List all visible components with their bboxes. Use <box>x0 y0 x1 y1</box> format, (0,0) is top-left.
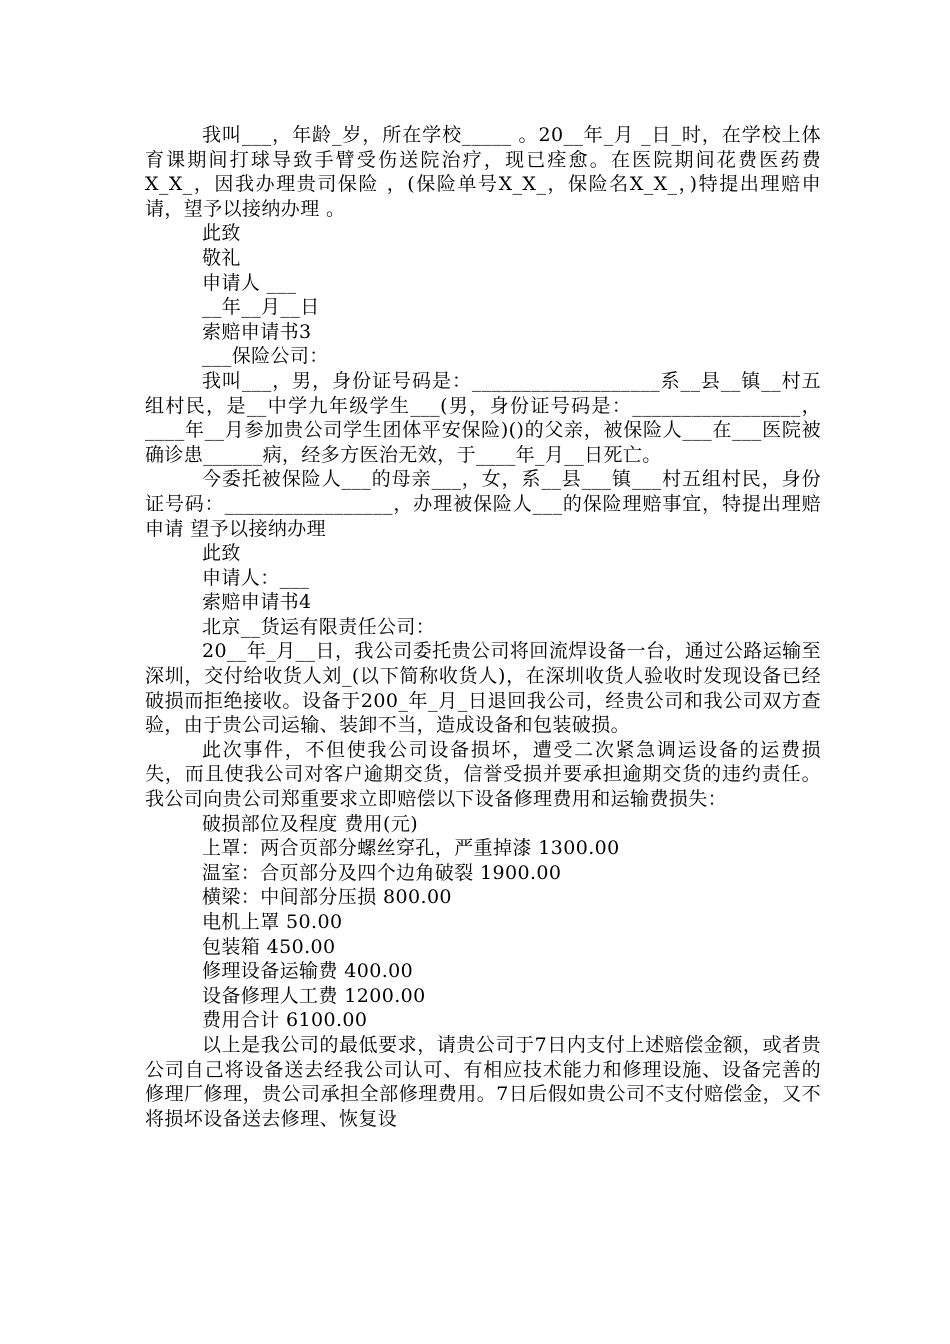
cost-item: 横梁：中间部分压损 800.00 <box>202 886 452 909</box>
cost-item: 电机上罩 50.00 <box>202 911 343 933</box>
paragraph-entrustment: 今委托被保险人___的母亲___，女，系__县___镇___村五组村民，身份证号码：_________________，办理被保险人___的保险理赔事宜，特提出理赔申请 望予以接纳办理 <box>145 468 821 540</box>
cost-total: 费用合计 6100.00 <box>202 1009 368 1032</box>
applicant-line: 申请人 ___ <box>202 271 297 294</box>
cost-table-header: 破损部位及程度 费用(元) <box>202 812 419 835</box>
applicant-line-2: 申请人：___ <box>202 566 310 589</box>
cost-item: 包装箱 450.00 <box>202 935 336 958</box>
paragraph-shipment-damage: 20__年_月__日，我公司委托贵公司将回流焊设备一台，通过公路运输至深圳，交付给收货人刘_(以下简称收货人)，在深圳收货人验收时发现设备已经破损而拒绝接收。设备于200_年_月_日退回我公司，经贵公司和我公司双方查验，由于贵公司运输、装卸不当，造成设备和包装破损。 <box>145 640 821 737</box>
date-line: __年__月__日 <box>202 296 320 319</box>
section-heading-3: 索赔申请书3 <box>202 320 312 343</box>
closing-salutation-2: 此致 <box>202 542 241 565</box>
cost-item: 温室：合页部分及四个边角破裂 1900.00 <box>202 861 562 884</box>
cost-item: 设备修理人工费 1200.00 <box>202 984 426 1007</box>
section-heading-4: 索赔申请书4 <box>202 591 312 614</box>
paragraph-losses: 此次事件，不但使我公司设备损坏，遭受二次紧急调运设备的运费损失，而且使我公司对客户逾期交货，信誉受损并要承担逾期交货的违约责任。我公司向贵公司郑重要求立即赔偿以下设备修理费用和运输费损失： <box>145 738 821 811</box>
addressee-insurance-company: ___保险公司： <box>202 345 329 368</box>
paragraph-student-claim: 我叫___，年龄_岁，所在学校_____ 。20__年_月 _日_时，在学校上体育课期间打球导致手臂受伤送院治疗，现已痊愈。在医院期间花费医药费X_X_，因我办理贵司保险 ，(保险单号X_X_，保险名X_X_，)特提出理赔申请，望予以接纳办理 。 <box>145 124 821 220</box>
addressee-freight-company: 北京__货运有限责任公司： <box>202 615 436 638</box>
cost-item: 上罩：两合页部分螺丝穿孔，严重掉漆 1300.00 <box>202 837 620 860</box>
paragraph-father-claim: 我叫___，男，身份证号码是：___________________系__县__镇__村五组村民，是__中学九年级学生___(男，身份证号码是：_________________，____年__月参加贵公司学生团体平安保险)()的父亲，被保险人___在___医院被确诊患______病，经多方医治无效，于____年_月__日死亡。 <box>145 369 821 466</box>
closing-regards: 敬礼 <box>202 246 241 269</box>
paragraph-demands: 以上是我公司的最低要求，请贵公司于7日内支付上述赔偿金额，或者贵公司自己将设备送去经我公司认可、有相应技术能力和修理设施、设备完善的修理厂修理，贵公司承担全部修理费用。7日后假如贵公司不支付赔偿金，又不将损坏设备送去修理、恢复设 <box>145 1033 821 1130</box>
cost-item: 修理设备运输费 400.00 <box>202 960 414 983</box>
closing-salutation: 此致 <box>202 222 241 245</box>
document-body <box>145 123 821 1131</box>
